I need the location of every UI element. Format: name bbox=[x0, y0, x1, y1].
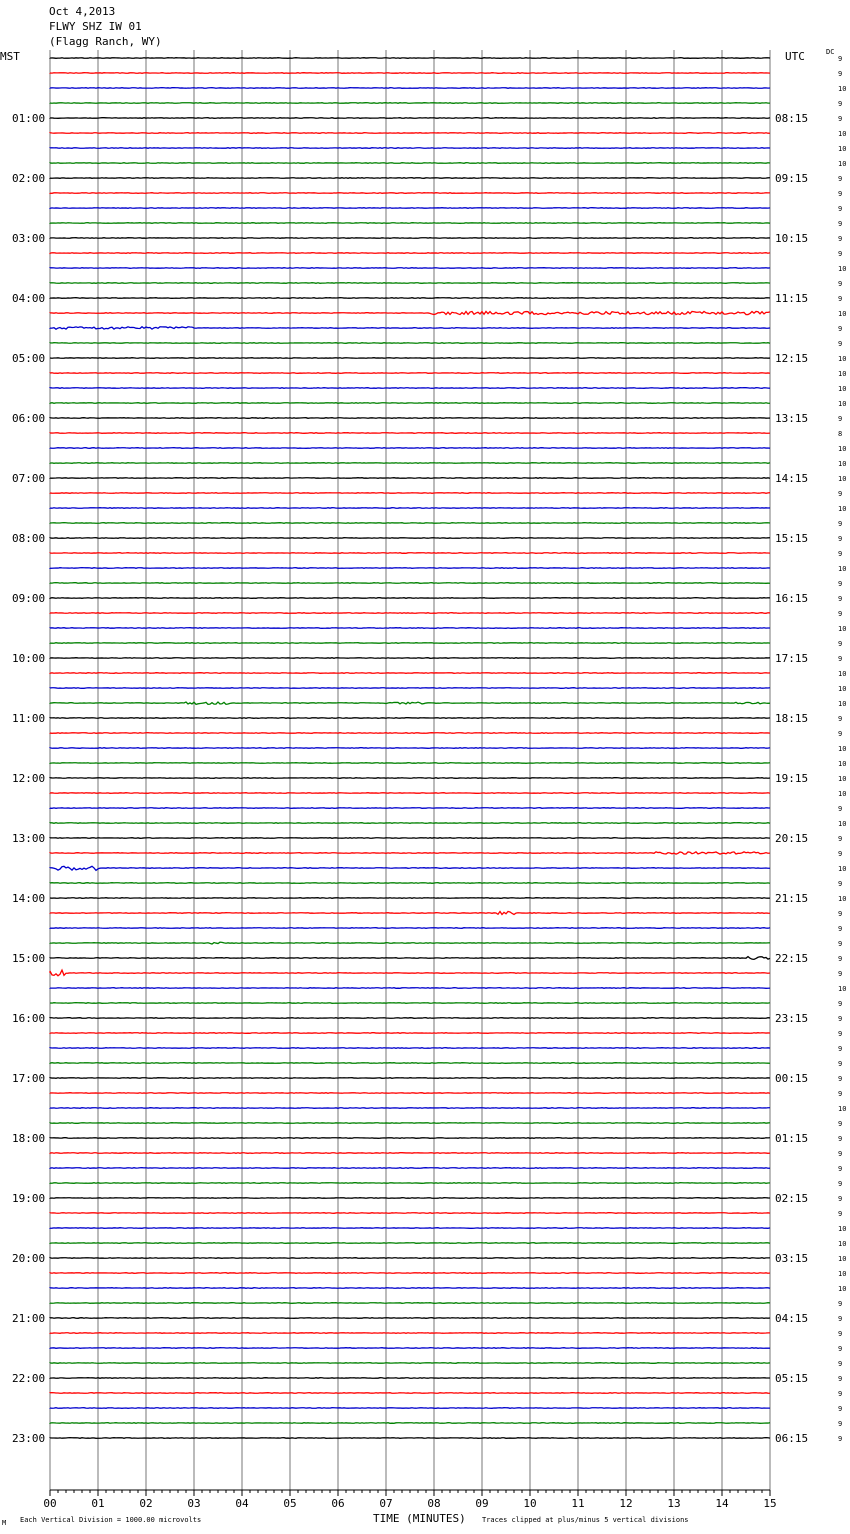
mst-hour-label: 23:00 bbox=[12, 1432, 46, 1445]
dc-offset-value: 9 bbox=[838, 1135, 843, 1143]
mst-hour-label: 05:00 bbox=[12, 352, 46, 365]
seismic-trace bbox=[50, 763, 770, 764]
seismic-trace bbox=[50, 988, 770, 989]
x-tick-label: 10 bbox=[523, 1497, 537, 1510]
dc-offset-value: 10 bbox=[838, 700, 847, 708]
dc-offset-value: 9 bbox=[838, 640, 843, 648]
seismic-trace bbox=[50, 1363, 770, 1364]
seismic-trace bbox=[50, 1303, 770, 1304]
dc-offset-value: 9 bbox=[838, 1345, 843, 1353]
utc-hour-label: 08:15 bbox=[775, 112, 809, 125]
dc-offset-value: 9 bbox=[838, 1330, 843, 1338]
dc-offset-value: 10 bbox=[838, 475, 847, 483]
dc-offset-value: 10 bbox=[838, 1285, 847, 1293]
utc-hour-label: 12:15 bbox=[775, 352, 809, 365]
clip-note: Traces clipped at plus/minus 5 vertical divisions bbox=[482, 1516, 689, 1524]
dc-offset-value: 10 bbox=[838, 1240, 847, 1248]
dc-offset-value: 10 bbox=[838, 265, 847, 273]
utc-hour-label: 00:15 bbox=[775, 1072, 809, 1085]
seismic-trace bbox=[50, 403, 770, 404]
seismic-trace bbox=[50, 311, 770, 314]
dc-offset-value: 9 bbox=[838, 190, 843, 198]
seismic-trace bbox=[50, 643, 770, 644]
dc-offset-value: 9 bbox=[838, 535, 843, 543]
mst-hour-label: 21:00 bbox=[12, 1312, 46, 1325]
seismic-trace bbox=[50, 866, 770, 870]
dc-offset-value: 10 bbox=[838, 370, 847, 378]
x-tick-label: 12 bbox=[619, 1497, 633, 1510]
seismic-trace bbox=[50, 253, 770, 254]
seismic-trace bbox=[50, 448, 770, 449]
dc-offset-value: 10 bbox=[838, 460, 847, 468]
dc-offset-value: 9 bbox=[838, 520, 843, 528]
seismic-trace bbox=[50, 808, 770, 809]
seismic-trace bbox=[50, 1393, 770, 1394]
mst-hour-label: 01:00 bbox=[12, 112, 46, 125]
seismic-trace bbox=[50, 928, 770, 929]
seismic-trace bbox=[50, 118, 770, 119]
dc-offset-value: 10 bbox=[838, 400, 847, 408]
dc-offset-value: 9 bbox=[838, 1420, 843, 1428]
x-tick-label: 11 bbox=[571, 1497, 585, 1510]
seismic-trace bbox=[50, 433, 770, 434]
station-code: FLWY SHZ IW 01 bbox=[49, 20, 142, 33]
dc-offset-value: 9 bbox=[838, 1015, 843, 1023]
seismic-trace bbox=[50, 598, 770, 599]
dc-offset-value: 9 bbox=[838, 415, 843, 423]
mst-hour-label: 03:00 bbox=[12, 232, 46, 245]
seismic-trace bbox=[50, 388, 770, 389]
seismic-trace bbox=[50, 1153, 770, 1154]
x-tick-label: 09 bbox=[475, 1497, 489, 1510]
utc-hour-label: 23:15 bbox=[775, 1012, 809, 1025]
seismic-trace bbox=[50, 268, 770, 269]
seismic-trace bbox=[50, 343, 770, 344]
dc-offset-value: 9 bbox=[838, 250, 843, 258]
seismic-trace bbox=[50, 793, 770, 794]
dc-offset-value: 10 bbox=[838, 865, 847, 873]
dc-offset-value: 9 bbox=[838, 55, 843, 63]
seismic-trace bbox=[50, 373, 770, 374]
seismic-trace bbox=[50, 1063, 770, 1064]
mst-hour-label: 22:00 bbox=[12, 1372, 46, 1385]
seismic-trace bbox=[50, 538, 770, 539]
seismic-trace bbox=[50, 898, 770, 899]
dc-offset-value: 9 bbox=[838, 1195, 843, 1203]
dc-offset-value: 9 bbox=[838, 610, 843, 618]
mst-hour-label: 19:00 bbox=[12, 1192, 46, 1205]
x-tick-label: 04 bbox=[235, 1497, 249, 1510]
x-tick-label: 03 bbox=[187, 1497, 201, 1510]
dc-offset-value: 9 bbox=[838, 295, 843, 303]
dc-offset-value: 10 bbox=[838, 1105, 847, 1113]
dc-offset-value: 9 bbox=[838, 1375, 843, 1383]
dc-offset-value: 10 bbox=[838, 385, 847, 393]
seismic-trace bbox=[50, 1198, 770, 1199]
dc-offset-value: 9 bbox=[838, 550, 843, 558]
mst-hour-label: 02:00 bbox=[12, 172, 46, 185]
dc-offset-value: 9 bbox=[838, 1300, 843, 1308]
x-tick-label: 07 bbox=[379, 1497, 393, 1510]
dc-offset-value: 10 bbox=[838, 685, 847, 693]
seismic-trace bbox=[50, 133, 770, 134]
dc-offset-value: 9 bbox=[838, 1435, 843, 1443]
dc-offset-value: 9 bbox=[838, 1120, 843, 1128]
seismic-trace bbox=[50, 1018, 770, 1019]
mst-hour-label: 10:00 bbox=[12, 652, 46, 665]
utc-hour-label: 19:15 bbox=[775, 772, 809, 785]
dc-offset-value: 10 bbox=[838, 760, 847, 768]
utc-hour-label: 10:15 bbox=[775, 232, 809, 245]
mst-hour-label: 11:00 bbox=[12, 712, 46, 725]
utc-hour-label: 14:15 bbox=[775, 472, 809, 485]
seismic-trace bbox=[50, 148, 770, 149]
seismic-trace bbox=[50, 1228, 770, 1229]
dc-offset-value: 9 bbox=[838, 115, 843, 123]
dc-offset-value: 9 bbox=[838, 970, 843, 978]
seismic-trace bbox=[50, 1108, 770, 1109]
seismic-trace bbox=[50, 208, 770, 209]
dc-offset-value: 10 bbox=[838, 445, 847, 453]
utc-hour-label: 05:15 bbox=[775, 1372, 809, 1385]
seismic-trace bbox=[50, 418, 770, 419]
dc-offset-value: 9 bbox=[838, 1180, 843, 1188]
dc-offset-value: 9 bbox=[838, 910, 843, 918]
seismic-trace bbox=[50, 733, 770, 734]
dc-offset-value: 9 bbox=[838, 805, 843, 813]
x-tick-label: 05 bbox=[283, 1497, 297, 1510]
x-tick-label: 01 bbox=[91, 1497, 105, 1510]
seismic-trace bbox=[50, 568, 770, 569]
seismic-trace bbox=[50, 298, 770, 299]
mst-label: MST bbox=[0, 50, 20, 63]
dc-offset-value: 10 bbox=[838, 145, 847, 153]
seismic-trace bbox=[50, 88, 770, 89]
seismic-trace bbox=[50, 1168, 770, 1169]
dc-offset-value: 9 bbox=[838, 100, 843, 108]
utc-label: UTC bbox=[785, 50, 805, 63]
seismic-trace bbox=[50, 1378, 770, 1379]
seismic-trace bbox=[50, 1423, 770, 1424]
utc-hour-label: 04:15 bbox=[775, 1312, 809, 1325]
seismic-trace bbox=[50, 73, 770, 74]
chart-date: Oct 4,2013 bbox=[49, 5, 116, 18]
dc-offset-value: 9 bbox=[838, 1000, 843, 1008]
dc-offset-value: 9 bbox=[838, 955, 843, 963]
dc-offset-value: 10 bbox=[838, 130, 847, 138]
x-tick-label: 14 bbox=[715, 1497, 729, 1510]
dc-offset-value: 9 bbox=[838, 325, 843, 333]
mst-hour-label: 17:00 bbox=[12, 1072, 46, 1085]
seismic-trace bbox=[50, 178, 770, 179]
seismic-trace bbox=[50, 1258, 770, 1259]
utc-hour-label: 15:15 bbox=[775, 532, 809, 545]
dc-offset-value: 9 bbox=[838, 280, 843, 288]
seismic-trace bbox=[50, 1033, 770, 1034]
mst-hour-label: 07:00 bbox=[12, 472, 46, 485]
utc-hour-label: 02:15 bbox=[775, 1192, 809, 1205]
dc-offset-value: 9 bbox=[838, 715, 843, 723]
seismic-trace bbox=[50, 702, 770, 704]
seismic-trace bbox=[50, 508, 770, 509]
seismic-trace bbox=[50, 1243, 770, 1244]
scale-note: Each Vertical Division = 1000.00 microvolts bbox=[20, 1516, 202, 1524]
dc-offset-value: 9 bbox=[838, 1045, 843, 1053]
dc-offset-value: 9 bbox=[838, 940, 843, 948]
dc-label: DC bbox=[826, 48, 835, 56]
dc-offset-value: 10 bbox=[838, 895, 847, 903]
mst-hour-label: 13:00 bbox=[12, 832, 46, 845]
dc-offset-value: 9 bbox=[838, 1060, 843, 1068]
seismic-trace bbox=[50, 1318, 770, 1319]
seismic-trace bbox=[50, 283, 770, 284]
dc-offset-value: 10 bbox=[838, 565, 847, 573]
mst-hour-label: 12:00 bbox=[12, 772, 46, 785]
mst-hour-label: 15:00 bbox=[12, 952, 46, 965]
seismic-trace bbox=[50, 327, 770, 330]
seismic-trace bbox=[50, 1123, 770, 1124]
dc-offset-value: 10 bbox=[838, 820, 847, 828]
dc-offset-value: 9 bbox=[838, 1165, 843, 1173]
dc-offset-value: 10 bbox=[838, 745, 847, 753]
dc-offset-value: 10 bbox=[838, 775, 847, 783]
seismic-trace bbox=[50, 478, 770, 479]
x-tick-label: 00 bbox=[43, 1497, 57, 1510]
utc-hour-label: 11:15 bbox=[775, 292, 809, 305]
dc-offset-value: 9 bbox=[838, 1390, 843, 1398]
mst-hour-label: 14:00 bbox=[12, 892, 46, 905]
dc-offset-value: 9 bbox=[838, 850, 843, 858]
seismic-trace bbox=[50, 1213, 770, 1214]
x-tick-label: 15 bbox=[763, 1497, 777, 1510]
seismic-trace bbox=[50, 1438, 770, 1439]
seismic-trace bbox=[50, 748, 770, 749]
dc-offset-value: 9 bbox=[838, 1150, 843, 1158]
utc-hour-label: 01:15 bbox=[775, 1132, 809, 1145]
dc-offset-value: 10 bbox=[838, 670, 847, 678]
dc-offset-value: 10 bbox=[838, 1270, 847, 1278]
seismic-trace bbox=[50, 1408, 770, 1409]
seismic-trace bbox=[50, 1078, 770, 1079]
mst-hour-label: 16:00 bbox=[12, 1012, 46, 1025]
dc-offset-value: 9 bbox=[838, 1405, 843, 1413]
x-tick-label: 13 bbox=[667, 1497, 681, 1510]
station-location: (Flagg Ranch, WY) bbox=[49, 35, 162, 48]
seismic-trace bbox=[50, 1273, 770, 1274]
dc-offset-value: 9 bbox=[838, 490, 843, 498]
seismic-trace bbox=[50, 1183, 770, 1184]
mst-hour-label: 08:00 bbox=[12, 532, 46, 545]
seismic-trace bbox=[50, 883, 770, 884]
utc-hour-label: 20:15 bbox=[775, 832, 809, 845]
mst-hour-label: 04:00 bbox=[12, 292, 46, 305]
dc-offset-value: 8 bbox=[838, 430, 843, 438]
dc-offset-value: 10 bbox=[838, 85, 847, 93]
seismic-trace bbox=[50, 1003, 770, 1004]
seismic-trace bbox=[50, 673, 770, 674]
dc-offset-value: 10 bbox=[838, 310, 847, 318]
seismic-trace bbox=[50, 1093, 770, 1094]
dc-offset-value: 9 bbox=[838, 925, 843, 933]
utc-hour-label: 17:15 bbox=[775, 652, 809, 665]
x-tick-label: 06 bbox=[331, 1497, 345, 1510]
seismic-trace bbox=[50, 852, 770, 854]
seismic-trace bbox=[50, 238, 770, 239]
seismic-trace bbox=[50, 358, 770, 359]
seismic-trace bbox=[50, 493, 770, 494]
dc-offset-value: 10 bbox=[838, 790, 847, 798]
seismic-trace bbox=[50, 911, 770, 914]
seismic-trace bbox=[50, 103, 770, 104]
x-axis-title: TIME (MINUTES) bbox=[373, 1512, 466, 1525]
dc-offset-value: 10 bbox=[838, 625, 847, 633]
corner-mark: M bbox=[2, 1519, 7, 1527]
seismic-trace bbox=[50, 223, 770, 224]
mst-hour-label: 20:00 bbox=[12, 1252, 46, 1265]
x-tick-label: 02 bbox=[139, 1497, 153, 1510]
dc-offset-value: 10 bbox=[838, 160, 847, 168]
dc-offset-value: 9 bbox=[838, 655, 843, 663]
dc-offset-value: 9 bbox=[838, 730, 843, 738]
seismic-trace bbox=[50, 970, 770, 976]
utc-hour-label: 22:15 bbox=[775, 952, 809, 965]
seismic-trace bbox=[50, 58, 770, 59]
seismic-trace bbox=[50, 163, 770, 164]
mst-hour-label: 09:00 bbox=[12, 592, 46, 605]
dc-offset-value: 9 bbox=[838, 70, 843, 78]
dc-offset-value: 9 bbox=[838, 1315, 843, 1323]
utc-hour-label: 21:15 bbox=[775, 892, 809, 905]
seismic-trace bbox=[50, 193, 770, 194]
seismic-trace bbox=[50, 1138, 770, 1139]
utc-hour-label: 18:15 bbox=[775, 712, 809, 725]
seismic-trace bbox=[50, 583, 770, 584]
dc-offset-value: 10 bbox=[838, 1225, 847, 1233]
seismic-trace bbox=[50, 658, 770, 659]
seismic-trace bbox=[50, 1348, 770, 1349]
seismic-trace bbox=[50, 553, 770, 554]
utc-hour-label: 09:15 bbox=[775, 172, 809, 185]
seismic-trace bbox=[50, 1333, 770, 1334]
dc-offset-value: 10 bbox=[838, 505, 847, 513]
seismic-trace bbox=[50, 942, 770, 944]
seismic-trace bbox=[50, 718, 770, 719]
seismic-trace bbox=[50, 1048, 770, 1049]
seismic-trace bbox=[50, 523, 770, 524]
seismic-trace bbox=[50, 1288, 770, 1289]
dc-offset-value: 10 bbox=[838, 355, 847, 363]
utc-hour-label: 16:15 bbox=[775, 592, 809, 605]
seismic-trace bbox=[50, 838, 770, 839]
seismic-trace bbox=[50, 613, 770, 614]
dc-offset-value: 9 bbox=[838, 1360, 843, 1368]
seismic-trace bbox=[50, 463, 770, 464]
utc-hour-label: 03:15 bbox=[775, 1252, 809, 1265]
seismic-trace bbox=[50, 957, 770, 960]
seismic-trace bbox=[50, 823, 770, 824]
mst-hour-label: 18:00 bbox=[12, 1132, 46, 1145]
dc-offset-value: 9 bbox=[838, 1075, 843, 1083]
dc-offset-value: 9 bbox=[838, 835, 843, 843]
utc-hour-label: 06:15 bbox=[775, 1432, 809, 1445]
dc-offset-value: 10 bbox=[838, 985, 847, 993]
dc-offset-value: 9 bbox=[838, 880, 843, 888]
seismic-trace bbox=[50, 628, 770, 629]
dc-offset-value: 9 bbox=[838, 1210, 843, 1218]
dc-offset-value: 9 bbox=[838, 595, 843, 603]
dc-offset-value: 9 bbox=[838, 340, 843, 348]
dc-offset-value: 9 bbox=[838, 205, 843, 213]
utc-hour-label: 13:15 bbox=[775, 412, 809, 425]
dc-offset-value: 9 bbox=[838, 235, 843, 243]
dc-offset-value: 9 bbox=[838, 1030, 843, 1038]
x-tick-label: 08 bbox=[427, 1497, 441, 1510]
dc-offset-value: 9 bbox=[838, 1090, 843, 1098]
dc-offset-value: 10 bbox=[838, 1255, 847, 1263]
dc-offset-value: 9 bbox=[838, 175, 843, 183]
dc-offset-value: 9 bbox=[838, 220, 843, 228]
mst-hour-label: 06:00 bbox=[12, 412, 46, 425]
seismic-trace bbox=[50, 688, 770, 689]
seismic-trace bbox=[50, 778, 770, 779]
dc-offset-value: 9 bbox=[838, 580, 843, 588]
